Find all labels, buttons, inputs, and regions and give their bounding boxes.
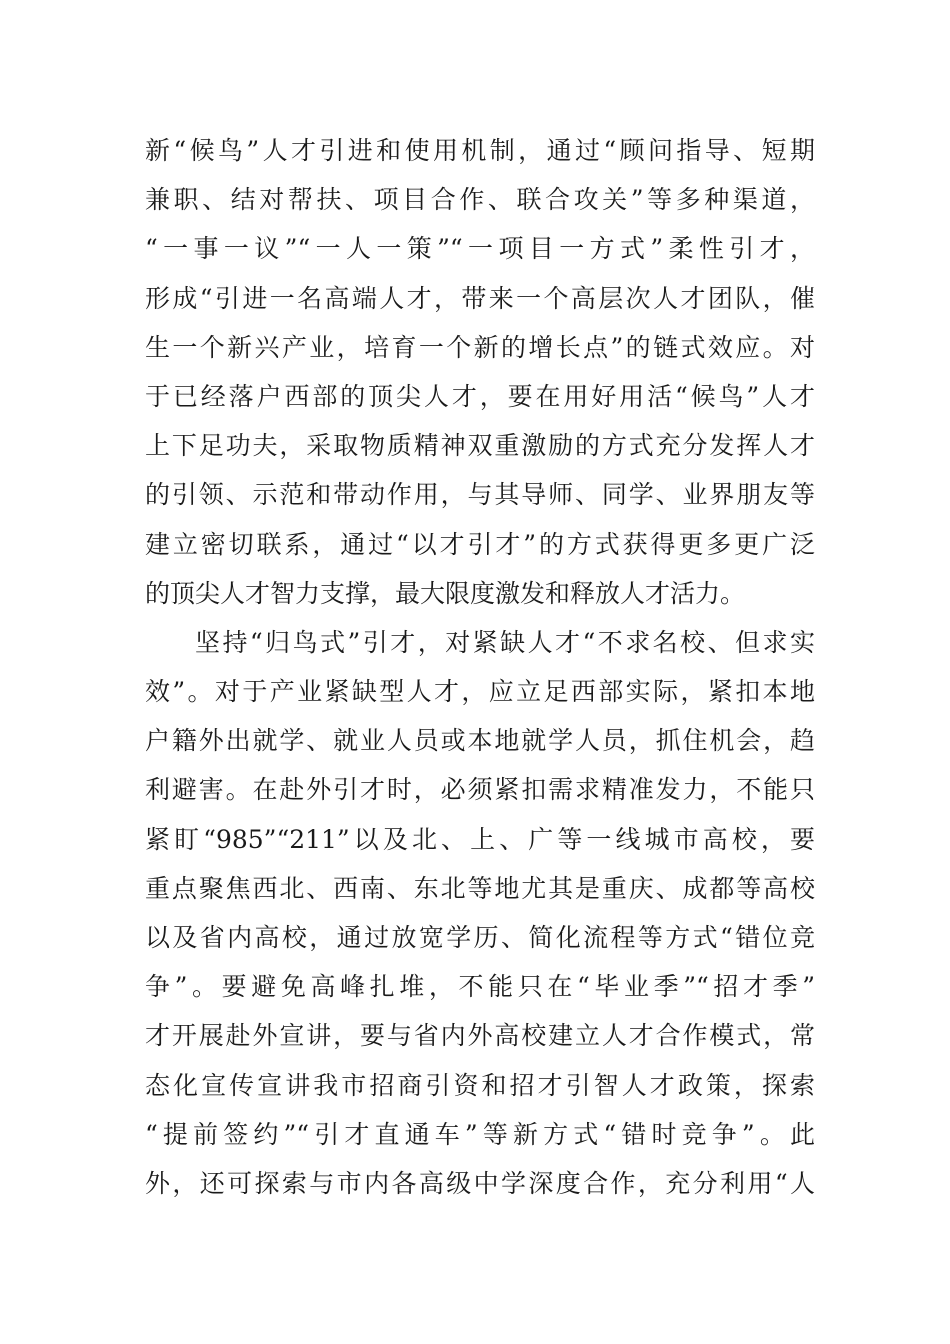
text-line: 建立密切联系，通过“以才引才”的方式获得更多更广泛 [145, 529, 815, 559]
text-line: 紧盯“985”“211”以及北、上、广等一线城市高校，要 [145, 824, 815, 854]
text-line: 利避害。在赴外引才时，必须紧扣需求精准发力，不能只 [145, 775, 815, 805]
text-line: “一事一议”“一人一策”“一项目一方式”柔性引才， [145, 234, 815, 264]
text-line: 的顶尖人才智力支撑，最大限度激发和释放人才活力。 [145, 578, 746, 608]
text-line: 形成“引进一名高端人才，带来一个高层次人才团队，催 [145, 283, 815, 313]
document-body [145, 126, 815, 1208]
text-line: 才开展赴外宣讲，要与省内外高校建立人才合作模式，常 [145, 1021, 815, 1051]
paragraph-2 [145, 618, 815, 1208]
text-line: 生一个新兴产业，培育一个新的增长点”的链式效应。对 [145, 332, 815, 362]
text-line: 兼职、结对帮扶、项目合作、联合攻关”等多种渠道， [145, 185, 815, 215]
text-line: 外，还可探索与市内各高级中学深度合作，充分利用“人 [145, 1168, 815, 1198]
text-line: 于已经落户西部的顶尖人才，要在用好用活“候鸟”人才 [145, 381, 815, 411]
text-line: 效”。对于产业紧缺型人才，应立足西部实际，紧扣本地 [145, 677, 815, 707]
text-line: 的引领、示范和带动作用，与其导师、同学、业界朋友等 [145, 480, 815, 510]
paragraph-1 [145, 126, 815, 618]
text-line: 上下足功夫，采取物质精神双重激励的方式充分发挥人才 [145, 431, 815, 461]
text-line: 争”。要避免高峰扎堆，不能只在“毕业季”“招才季” [145, 972, 815, 1002]
text-line: 户籍外出就学、就业人员或本地就学人员，抓住机会，趋 [145, 726, 815, 756]
text-line: 重点聚焦西北、西南、东北等地尤其是重庆、成都等高校 [145, 873, 815, 903]
text-line: “提前签约”“引才直通车”等新方式“错时竞争”。此 [145, 1119, 815, 1149]
text-line: 新“候鸟”人才引进和使用机制，通过“顾问指导、短期 [145, 136, 815, 165]
text-line: 态化宣传宣讲我市招商引资和招才引智人才政策，探索 [145, 1070, 815, 1100]
text-line: 以及省内高校，通过放宽学历、简化流程等方式“错位竞 [145, 923, 815, 952]
text-line: 坚持“归鸟式”引才，对紧缺人才“不求名校、但求实 [195, 627, 815, 657]
